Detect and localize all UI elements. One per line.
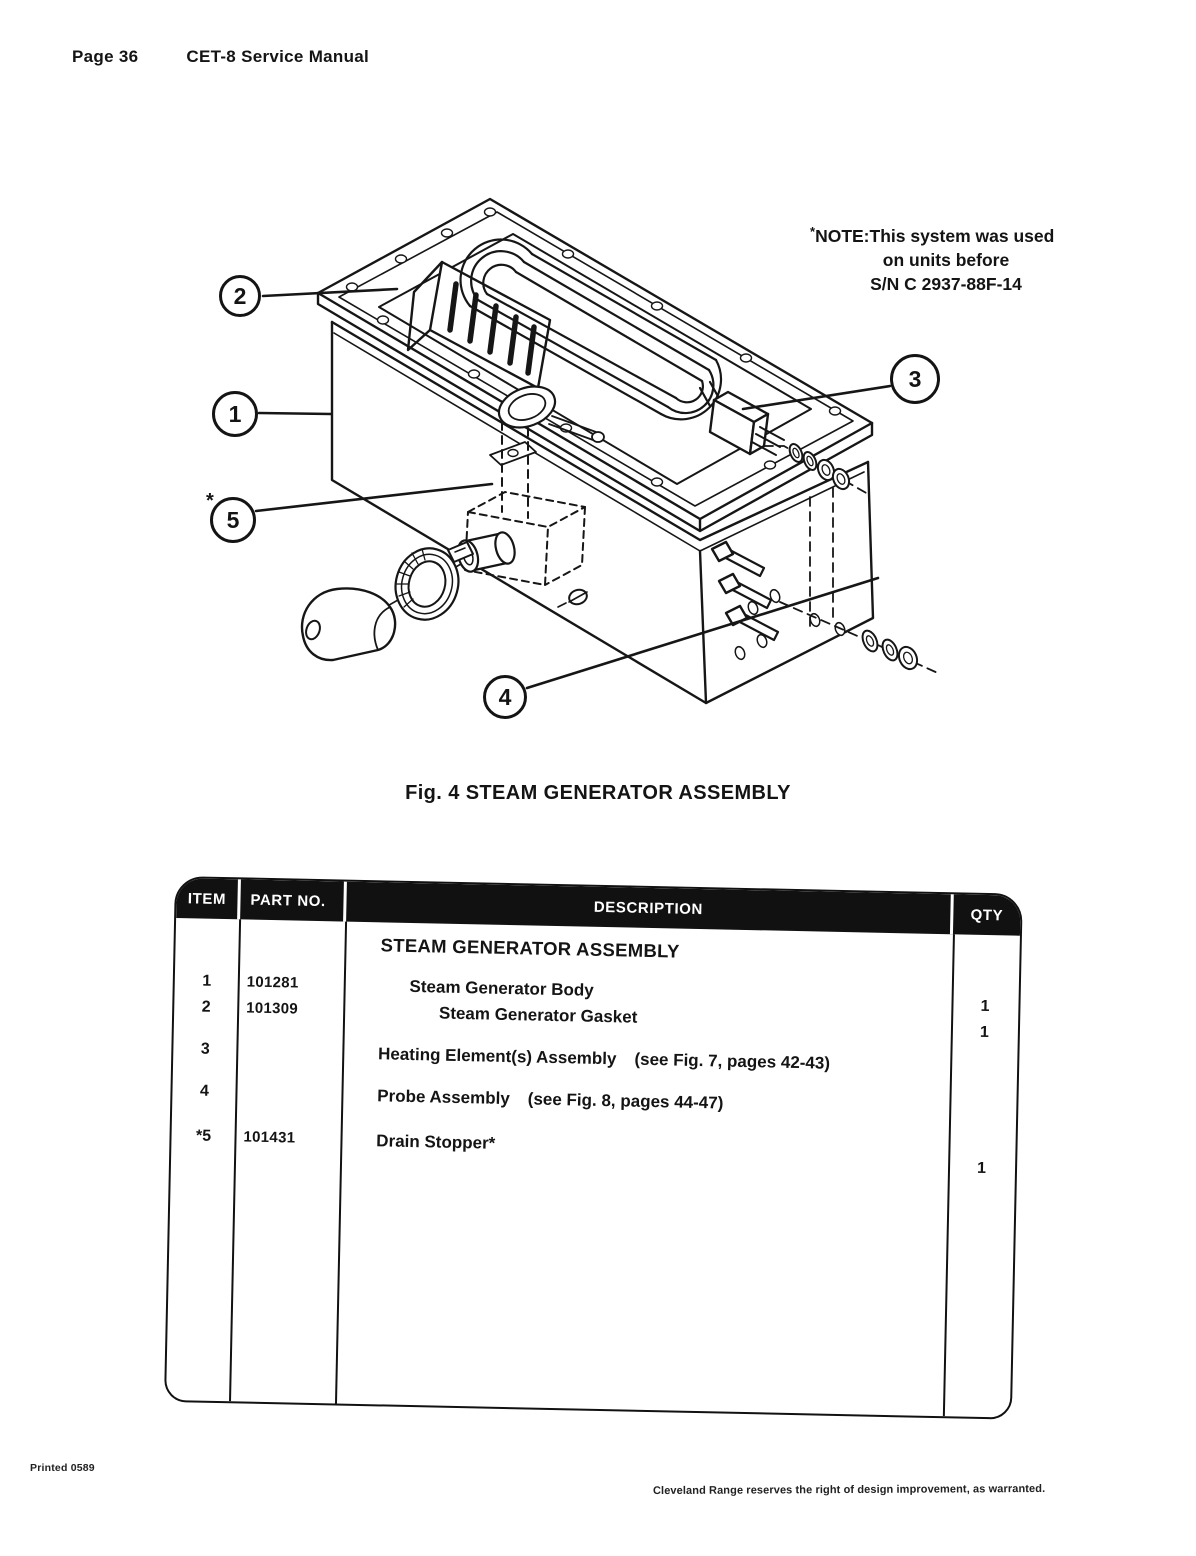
table-section-title: STEAM GENERATOR ASSEMBLY: [380, 934, 680, 962]
parts-table: [164, 876, 1023, 1420]
cell-item: 1: [202, 972, 212, 990]
note-line-3: S/N C 2937-88F-14: [870, 274, 1022, 294]
table-row: [172, 1082, 1016, 1120]
header-qty: QTY: [970, 906, 1004, 924]
cell-qty: 1: [980, 997, 990, 1016]
callout-2-label: 2: [233, 282, 247, 309]
cell-qty: [949, 1098, 1016, 1119]
callout-4-label: 4: [498, 683, 512, 710]
cell-description: Steam Generator Body: [409, 976, 594, 1000]
cell-item: 4: [199, 1082, 210, 1100]
note-asterisk: *: [810, 224, 816, 239]
callout-1: [212, 391, 258, 437]
cell-part-no: [237, 1041, 343, 1063]
printed-date: Printed 0589: [30, 1462, 95, 1474]
callout-1-label: 1: [228, 400, 242, 427]
figure-caption: Fig. 4 STEAM GENERATOR ASSEMBLY: [405, 782, 791, 804]
cell-qty: [950, 1056, 1017, 1077]
cell-part-no: 101309: [245, 999, 299, 1018]
callout-3-label: 3: [908, 365, 922, 392]
callout-4: [483, 675, 527, 719]
page-number-label: Page 36: [72, 47, 139, 66]
cell-part-no: [236, 1083, 342, 1105]
cell-qty: 1: [979, 1023, 990, 1042]
cell-figure-reference: (see Fig. 8, pages 44-47): [527, 1089, 724, 1113]
cell-description: Probe Assembly (see Fig. 8, pages 44-47): [377, 1086, 724, 1113]
cell-figure-reference: (see Fig. 7, pages 42-43): [634, 1049, 831, 1073]
table-row: [171, 1127, 1015, 1178]
cell-item: 2: [201, 998, 211, 1016]
cell-item: 3: [200, 1040, 210, 1058]
header-part-no: PART NO.: [240, 879, 347, 921]
callout-5: [206, 490, 256, 543]
cell-part-no: 101281: [246, 973, 299, 992]
callout-3: [890, 354, 940, 404]
callout-5-asterisk: *: [206, 490, 214, 512]
cell-item: *5: [195, 1127, 212, 1145]
parts-table-wrapper: [164, 876, 1023, 1420]
cell-description: Steam Generator Gasket: [438, 1003, 638, 1027]
note-line-1: *NOTE:This system was used: [810, 224, 1055, 246]
callout-5-label: 5: [226, 506, 240, 533]
cell-part-no: 101431: [243, 1128, 296, 1147]
cell-description: Drain Stopper*: [376, 1131, 496, 1153]
parts-table-header: [176, 878, 1021, 936]
note-line-2: on units before: [882, 250, 1010, 270]
serial-note: [796, 220, 1096, 296]
callout-2: [219, 275, 261, 317]
cell-qty: 1: [976, 1159, 987, 1178]
manual-title: CET-8 Service Manual: [186, 47, 370, 66]
header-description: DESCRIPTION: [346, 882, 954, 935]
rights-notice: Cleveland Range reserves the right of design improvement, as warranted.: [652, 1482, 1046, 1498]
cell-description: Heating Element(s) Assembly (see Fig. 7, pages 42-43): [377, 1044, 831, 1073]
header-item: ITEM: [176, 878, 241, 919]
table-row: [173, 1040, 1017, 1078]
